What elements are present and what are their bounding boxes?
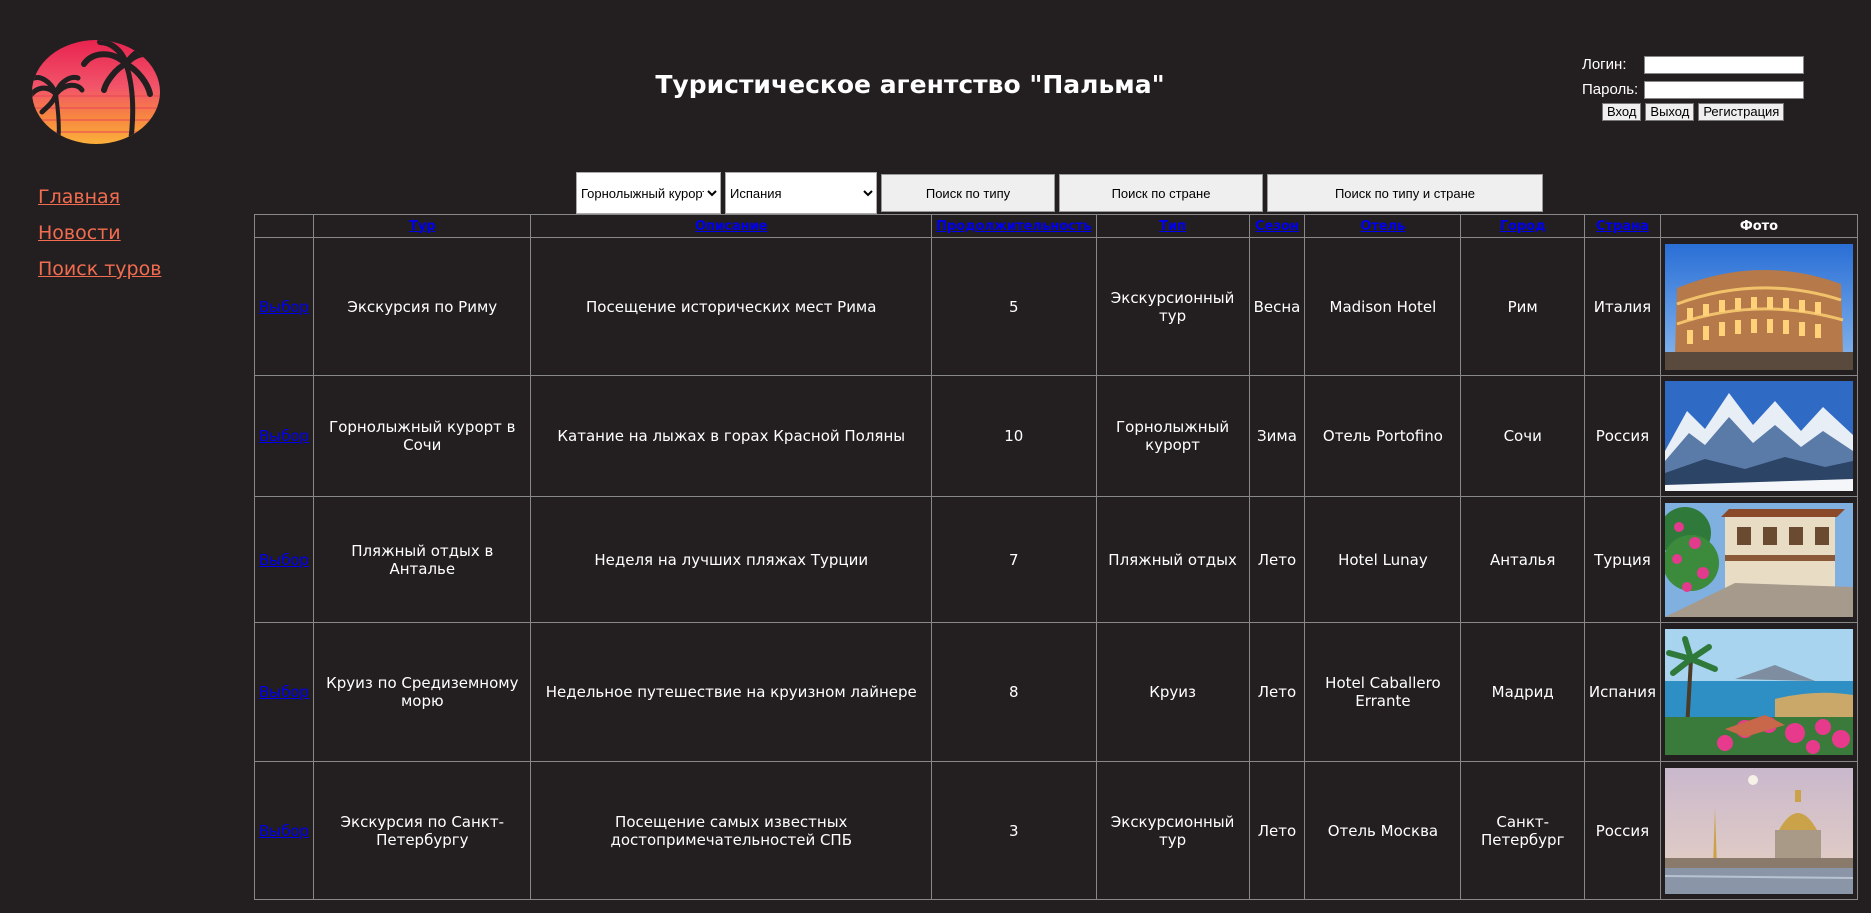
tour-country: Россия bbox=[1584, 376, 1660, 497]
select-tour-link[interactable]: Выбор bbox=[259, 550, 310, 569]
tour-season: Лето bbox=[1249, 762, 1305, 900]
tour-hotel: Отель Москва bbox=[1305, 762, 1461, 900]
select-tour-link[interactable]: Выбор bbox=[259, 427, 310, 445]
tour-name: Горнолыжный курорт в Сочи bbox=[314, 376, 531, 497]
nav-item-news[interactable]: Новости bbox=[38, 222, 121, 244]
select-tour-link[interactable]: Выбор bbox=[259, 821, 310, 840]
login-form bbox=[1582, 52, 1804, 121]
tour-type: Горнолыжный курорт bbox=[1096, 376, 1249, 497]
tour-city: Санкт-Петербург bbox=[1461, 762, 1584, 900]
main-nav bbox=[38, 186, 161, 294]
tour-type: Экскурсионный тур bbox=[1096, 238, 1249, 376]
password-label: Пароль: bbox=[1582, 81, 1639, 98]
sort-description-link[interactable]: Описание bbox=[694, 218, 768, 234]
sort-city-link[interactable]: Город bbox=[1499, 218, 1546, 234]
table-row bbox=[255, 623, 1858, 762]
tour-description: Посещение исторических мест Рима bbox=[531, 238, 932, 376]
tour-season: Лето bbox=[1249, 623, 1305, 762]
table-row bbox=[255, 762, 1858, 900]
tour-hotel: Madison Hotel bbox=[1305, 238, 1461, 376]
tour-description: Недельное путешествие на круизном лайнере bbox=[531, 623, 932, 762]
tour-duration: 7 bbox=[932, 497, 1097, 623]
select-tour-link[interactable]: Выбор bbox=[259, 683, 310, 701]
tour-name: Пляжный отдых в Анталье bbox=[314, 497, 531, 623]
tour-city: Анталья bbox=[1461, 497, 1584, 623]
header-hotel bbox=[1305, 215, 1461, 238]
table-header-row bbox=[255, 215, 1858, 238]
header-city bbox=[1461, 215, 1584, 238]
sea-coast-photo-icon bbox=[1665, 629, 1853, 755]
sort-country-link[interactable]: Страна bbox=[1595, 218, 1649, 234]
sort-hotel-link[interactable]: Отель bbox=[1360, 218, 1406, 234]
tour-season: Зима bbox=[1249, 376, 1305, 497]
sort-type-link[interactable]: Тип bbox=[1159, 218, 1187, 234]
street-photo-icon bbox=[1665, 503, 1853, 617]
search-by-type-and-country-button[interactable]: Поиск по типу и стране bbox=[1267, 174, 1543, 212]
register-button[interactable]: Регистрация bbox=[1698, 103, 1784, 121]
tour-country: Россия bbox=[1584, 762, 1660, 900]
table-row bbox=[255, 238, 1858, 376]
country-select[interactable] bbox=[725, 172, 877, 214]
tour-duration: 5 bbox=[932, 238, 1097, 376]
type-select[interactable] bbox=[576, 172, 721, 214]
tour-season: Лето bbox=[1249, 497, 1305, 623]
tour-description: Катание на лыжах в горах Красной Поляны bbox=[531, 376, 932, 497]
nav-item-home[interactable]: Главная bbox=[38, 186, 121, 208]
header-duration bbox=[932, 215, 1097, 238]
saint-isaac-cathedral-photo-icon bbox=[1665, 768, 1853, 894]
tour-type: Круиз bbox=[1096, 623, 1249, 762]
tour-duration: 3 bbox=[932, 762, 1097, 900]
tour-name: Экскурсия по Риму bbox=[314, 238, 531, 376]
login-button[interactable]: Вход bbox=[1602, 103, 1641, 121]
search-filters bbox=[576, 172, 1543, 214]
search-by-type-button[interactable]: Поиск по типу bbox=[881, 174, 1055, 212]
header-select bbox=[255, 215, 314, 238]
colosseum-photo-icon bbox=[1665, 244, 1853, 370]
select-tour-link[interactable]: Выбор bbox=[259, 297, 310, 316]
tour-city: Сочи bbox=[1461, 376, 1584, 497]
header-photo: Фото bbox=[1660, 215, 1857, 238]
tour-city: Рим bbox=[1461, 238, 1584, 376]
header-type bbox=[1096, 215, 1249, 238]
tour-name: Круиз по Средиземному морю bbox=[314, 623, 531, 762]
login-input[interactable] bbox=[1644, 56, 1804, 74]
header-season bbox=[1249, 215, 1305, 238]
password-input[interactable] bbox=[1644, 81, 1804, 99]
tour-duration: 10 bbox=[932, 376, 1097, 497]
logout-button[interactable]: Выход bbox=[1645, 103, 1694, 121]
tour-country: Турция bbox=[1584, 497, 1660, 623]
tour-type: Экскурсионный тур bbox=[1096, 762, 1249, 900]
sort-tour-link[interactable]: Тур bbox=[408, 218, 436, 234]
nav-item-tour-search[interactable]: Поиск туров bbox=[38, 258, 162, 280]
header-tour bbox=[314, 215, 531, 238]
tour-hotel: Hotel Caballero Errante bbox=[1305, 623, 1461, 762]
search-by-country-button[interactable]: Поиск по стране bbox=[1059, 174, 1263, 212]
tour-description: Посещение самых известных достопримечательностей СПБ bbox=[531, 762, 932, 900]
login-label: Логин: bbox=[1582, 56, 1627, 73]
header-country bbox=[1584, 215, 1660, 238]
sort-duration-link[interactable]: Продолжительность bbox=[936, 218, 1092, 234]
tour-country: Италия bbox=[1584, 238, 1660, 376]
tour-hotel: Hotel Lunay bbox=[1305, 497, 1461, 623]
table-row bbox=[255, 376, 1858, 497]
tour-duration: 8 bbox=[932, 623, 1097, 762]
header-description bbox=[531, 215, 932, 238]
tour-hotel: Отель Portofino bbox=[1305, 376, 1461, 497]
table-row bbox=[255, 497, 1858, 623]
palm-logo-icon bbox=[30, 38, 162, 146]
tour-description: Неделя на лучших пляжах Турции bbox=[531, 497, 932, 623]
tours-table bbox=[254, 214, 1858, 900]
page-title: Туристическое агентство "Пальма" bbox=[655, 70, 1165, 99]
sort-season-link[interactable]: Сезон bbox=[1255, 218, 1299, 234]
mountains-photo-icon bbox=[1665, 381, 1853, 491]
tour-type: Пляжный отдых bbox=[1096, 497, 1249, 623]
tour-name: Экскурсия по Санкт-Петербургу bbox=[314, 762, 531, 900]
tour-city: Мадрид bbox=[1461, 623, 1584, 762]
tour-country: Испания bbox=[1584, 623, 1660, 762]
tour-season: Весна bbox=[1249, 238, 1305, 376]
